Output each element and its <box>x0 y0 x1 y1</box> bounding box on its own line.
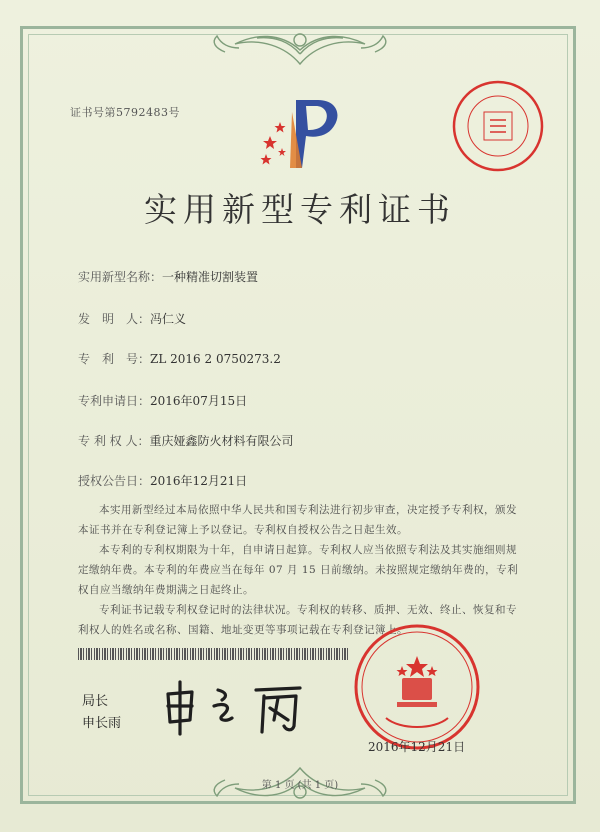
field-label: 专利申请日： <box>78 394 151 408</box>
barcode <box>78 648 348 660</box>
field-value: 重庆娅鑫防火材料有限公司 <box>149 434 294 448</box>
field-label: 发 明 人： <box>78 312 151 326</box>
field-label: 授权公告日： <box>78 474 151 488</box>
field-value: 2016年07月15日 <box>150 394 248 408</box>
field-value: 2016年12月21日 <box>150 474 248 488</box>
seal-date: 2016年12月21日 <box>368 740 466 754</box>
director-name: 申长雨 <box>82 716 122 731</box>
paragraph-legal-status: 专利证书记载专利权登记时的法律状况。专利权的转移、质押、无效、终止、恢复和专利权人的姓名或名称、国籍、地址变更等事项记载在专利登记簿上。 <box>78 604 517 636</box>
field-label: 实用新型名称： <box>78 270 163 284</box>
agency-seal-stamp <box>450 78 546 174</box>
application-date-field <box>78 392 247 409</box>
patentee-field <box>78 432 293 449</box>
field-value: 一种精准切割装置 <box>162 270 259 284</box>
document-title: 实用新型专利证书 <box>144 190 456 229</box>
patent-number-field <box>78 350 281 367</box>
director-signature <box>160 676 310 736</box>
paragraph-grant-decision: 本实用新型经过本局依照中华人民共和国专利法进行初步审查，决定授予专利权，颁发本证书并在专利登记簿上予以登记。专利权自授权公告之日起生效。 <box>78 504 517 536</box>
top-ornament <box>205 24 395 68</box>
national-ip-office-seal-stamp <box>352 622 482 752</box>
patent-office-logo-icon <box>256 92 346 172</box>
field-label: 专 利 号： <box>78 352 151 366</box>
director-title: 局长 <box>82 694 109 709</box>
page-number: 第 1 页 (共 1 页) <box>261 780 339 791</box>
grant-announcement-date-field <box>78 472 247 489</box>
field-value: 冯仁义 <box>150 312 187 326</box>
inventor-field <box>78 310 186 327</box>
field-label: 专 利 权 人： <box>78 434 150 448</box>
field-value: ZL 2016 2 0750273.2 <box>150 352 281 366</box>
certificate-number: 证书号第5792483号 <box>70 106 180 119</box>
paragraph-term-and-fees: 本专利的专利权期限为十年，自申请日起算。专利权人应当依照专利法及其实施细则规定缴纳年费。本专利的年费应当在每年 07 月 15 日前缴纳。未按照规定缴纳年费的，专利权自应当缴纳年费期满之日起终止。 <box>78 544 519 596</box>
utility-model-name-field <box>78 268 258 285</box>
